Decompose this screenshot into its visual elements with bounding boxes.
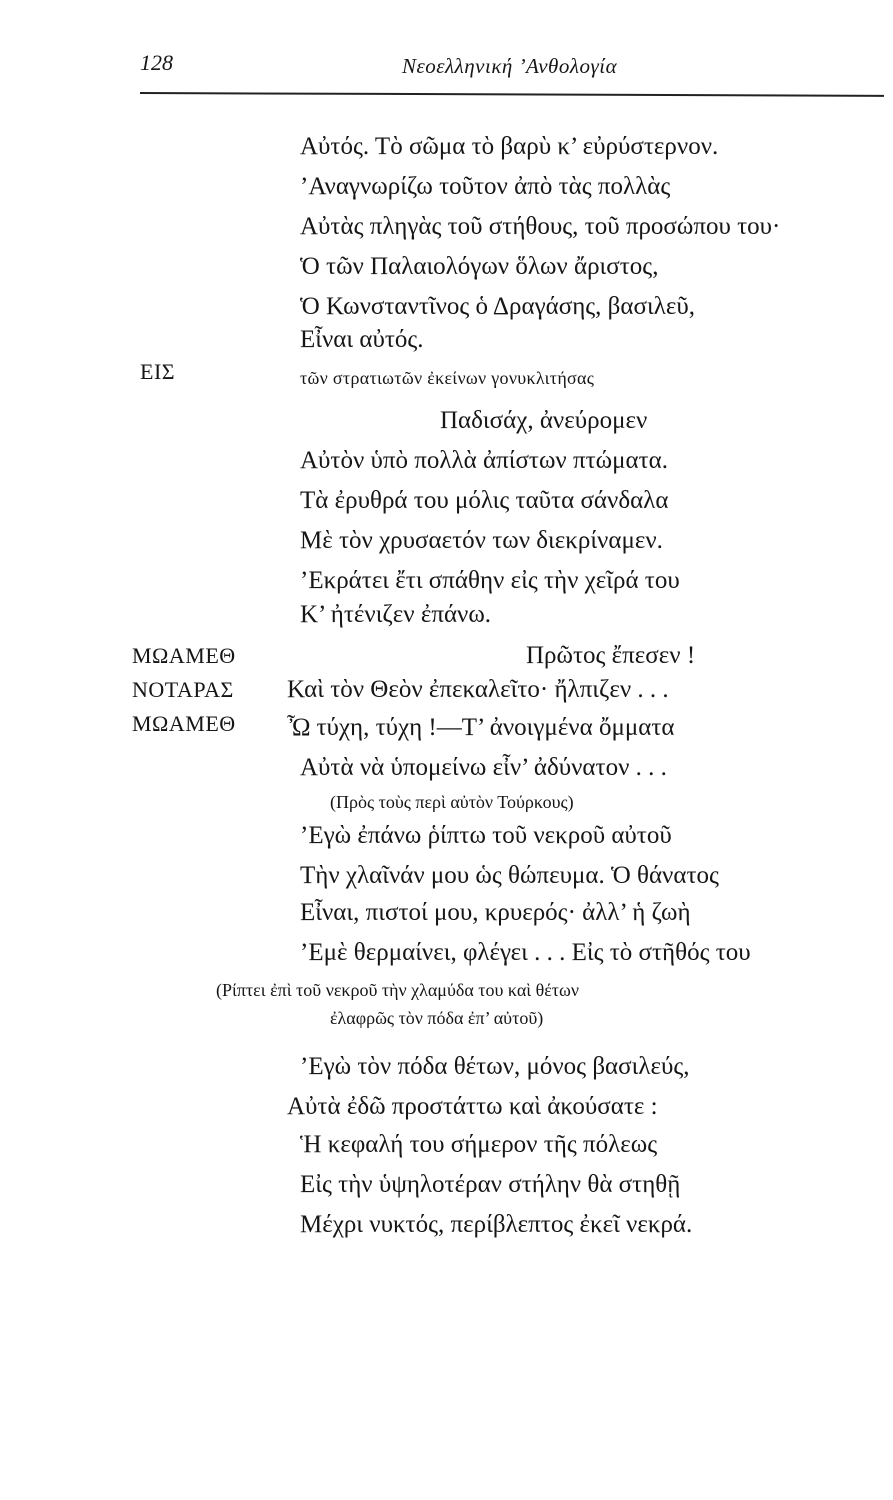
- verse-line: Εἶναι, πιστοί μου, κρυερός· ἀλλ’ ἡ ζωὴ: [300, 899, 691, 926]
- verse-line: Ὁ τῶν Παλαιολόγων ὅλων ἄριστος,: [300, 253, 659, 280]
- speaker-moameth: ΜΩΑΜΕΘ: [132, 643, 236, 668]
- verse-line: ’Εμὲ θερμαίνει, φλέγει . . . Εἰς τὸ στῆθός του: [300, 939, 751, 966]
- verse-line: Μὲ τὸν χρυσαετόν των διεκρίναμεν.: [300, 527, 663, 554]
- verse-line: Τὴν χλαῖνάν μου ὡς θώπευμα. Ὁ θάνατος: [300, 862, 719, 889]
- verse-line: Τὰ ἐρυθρά του μόλις ταῦτα σάνδαλα: [300, 487, 669, 514]
- verse-line: Αὐτός. Τὸ σῶμα τὸ βαρὺ κ’ εὐρύστερνον.: [300, 133, 719, 160]
- verse-line: Πρῶτος ἔπεσεν !: [526, 642, 696, 669]
- verse-line: Ὁ Κωνσταντῖνος ὁ Δραγάσης, βασιλεῦ,: [300, 293, 695, 320]
- header-rule: [140, 92, 884, 97]
- verse-line: Κ’ ἠτένιζεν ἐπάνω.: [300, 601, 492, 628]
- verse-line: ’Εγὼ ἐπάνω ῥίπτω τοῦ νεκροῦ αὐτοῦ: [300, 822, 672, 849]
- speaker-moameth: ΜΩΑΜΕΘ: [132, 711, 236, 736]
- verse-line: Καὶ τὸν Θεὸν ἐπεκαλεῖτο· ἤλπιζεν . . .: [287, 676, 669, 703]
- verse-line: Ἡ κεφαλή του σήμερον τῆς πόλεως: [300, 1131, 658, 1158]
- speaker-eis: ΕΙΣ: [140, 359, 176, 384]
- verse-line: Αὐτὰ ἐδῶ προστάττω καὶ ἀκούσατε :: [287, 1093, 658, 1120]
- verse-line: ’Αναγνωρίζω τοῦτον ἀπὸ τὰς πολλὰς: [300, 173, 671, 200]
- verse-line: Μέχρι νυκτός, περίβλεπτος ἐκεῖ νεκρά.: [300, 1211, 693, 1238]
- page-number: 128: [140, 50, 173, 75]
- verse-line: ’Εγὼ τὸν πόδα θέτων, μόνος βασιλεύς,: [300, 1053, 690, 1080]
- running-title: Νεοελληνική ’Ανθολογία: [402, 54, 618, 78]
- stage-direction: ἐλαφρῶς τὸν πόδα ἐπ’ αὐτοῦ): [330, 1008, 544, 1028]
- verse-line: Παδισάχ, ἀνεύρομεν: [440, 407, 648, 434]
- verse-line: ’Εκράτει ἔτι σπάθην εἰς τὴν χεῖρά του: [300, 567, 680, 594]
- speaker-notaras: ΝΟΤΑΡΑΣ: [132, 677, 234, 702]
- verse-line: Εἶναι αὐτός.: [300, 326, 424, 353]
- page-header: [140, 48, 893, 92]
- verse-line: τῶν στρατιωτῶν ἐκείνων γονυκλιτήσας: [300, 368, 595, 388]
- verse-line: Αὐτὸν ὑπὸ πολλὰ ἀπίστων πτώματα.: [300, 447, 668, 474]
- verse-line: Αὐτὰς πληγὰς τοῦ στήθους, τοῦ προσώπου του·: [300, 213, 781, 240]
- stage-direction: (Ρίπτει ἐπὶ τοῦ νεκροῦ τὴν χλαμύδα του καὶ θέτων: [216, 980, 580, 1000]
- verse-line: Αὐτὰ νὰ ὑπομείνω εἶν’ ἀδύνατον . . .: [300, 754, 667, 781]
- verse-line: Εἰς τὴν ὑψηλοτέραν στήλην θὰ στηθῇ: [300, 1171, 681, 1198]
- stage-direction: (Πρὸς τοὺς περὶ αὐτὸν Τούρκους): [330, 792, 574, 812]
- verse-line: Ὦ τύχη, τύχη !—Τ’ ἀνοιγμένα ὄμματα: [287, 714, 675, 741]
